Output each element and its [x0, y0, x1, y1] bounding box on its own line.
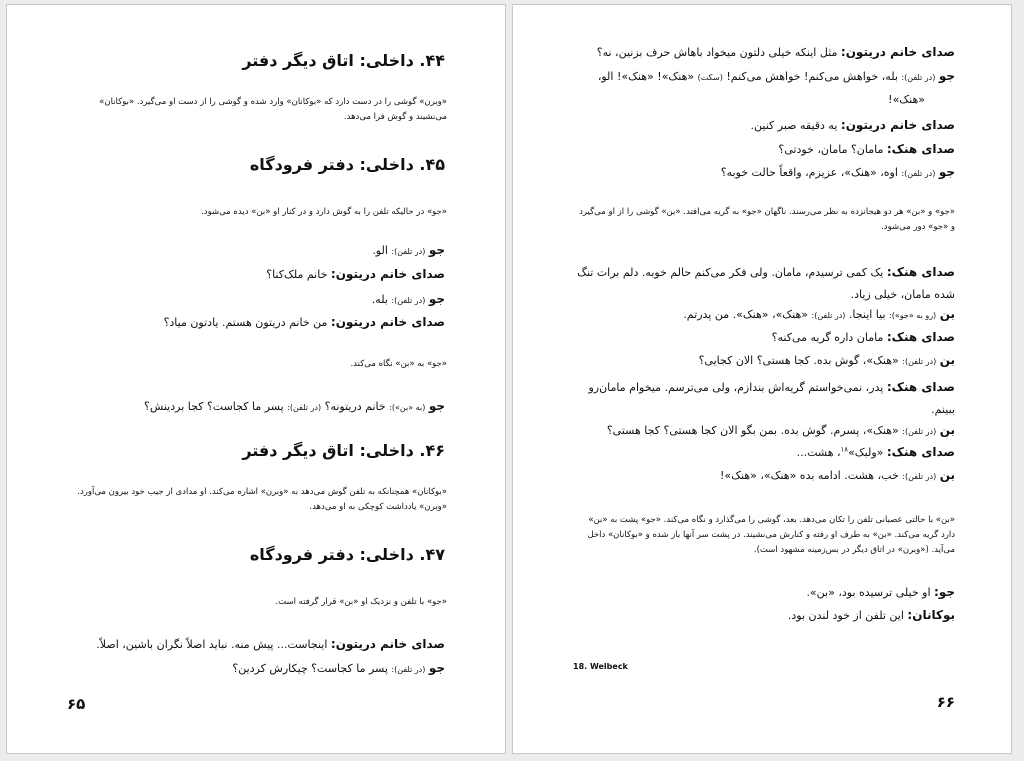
speaker: صدای خانم دریتون:	[840, 118, 955, 132]
parenthetical: (در تلفن):	[391, 247, 426, 256]
line-text: «هنک»، گوش بده. کجا هستی؟ الان کجایی؟	[698, 354, 899, 367]
line-text: مامان؟ مامان، خودتی؟	[778, 143, 884, 156]
parenthetical: (سکت)	[697, 73, 723, 82]
right-page	[512, 4, 1012, 754]
speaker: صدای خانم دریتون:	[330, 637, 445, 651]
speaker: بن	[939, 353, 955, 367]
speaker: صدای هنک:	[886, 142, 955, 156]
parenthetical: (در تلفن):	[901, 169, 936, 178]
dialogue-line-continued: «هنک»!	[888, 93, 925, 106]
scene-heading-47: ۴۷. داخلی: دفتر فرودگاه	[249, 545, 445, 564]
line-text: این تلفن از خود لندن بود.	[787, 609, 904, 622]
line-text: خب، هشت. ادامه بده «هنک»، «هنک»!	[720, 469, 899, 482]
dialogue-line	[720, 468, 955, 482]
speaker: جو	[428, 292, 445, 306]
speaker: صدای هنک:	[886, 380, 955, 394]
line-text: بیا اینجا.	[848, 308, 886, 321]
parenthetical: (به «بن»):	[389, 403, 426, 412]
speaker: صدای هنک:	[886, 265, 955, 279]
parenthetical: (در تلفن):	[901, 73, 936, 82]
footnote-marker: ۱۸	[840, 445, 849, 454]
dialogue-line	[788, 608, 955, 622]
line-text: خانم دریتونه؟	[324, 400, 386, 413]
speaker: جو	[428, 399, 445, 413]
speaker: بن	[939, 468, 955, 482]
dialogue-line	[573, 376, 955, 421]
dialogue-line	[721, 165, 955, 179]
line-text: «ولبک»	[848, 446, 884, 459]
speaker: صدای هنک:	[886, 445, 955, 459]
line-text: ، هشت...	[796, 446, 841, 459]
scene-heading-45: ۴۵. داخلی: دفتر فرودگاه	[249, 155, 445, 174]
stage-direction: «جو» در حالیکه تلفن را به گوش دارد و در کنار او «بن» دیده می‌شود.	[201, 207, 447, 217]
dialogue-line	[372, 243, 445, 257]
left-page	[6, 4, 506, 754]
stage-direction: «جو» به «بن» نگاه می‌کند.	[350, 359, 447, 369]
stage-direction: «بوکانان» همچنانکه به تلفن گوش می‌دهد به «وبرن» اشاره می‌کند. او مدادی از جیب خود بیرون می‌آورد. «وبرن» یادداشت کوچکی به او می‌دهد.	[77, 487, 447, 512]
speaker: جو	[428, 243, 445, 257]
stage-direction: «جو» و «بن» هر دو هیجانزده به نظر می‌رسند. ناگهان «جو» به گریه می‌افتد. «بن» گوشی را از او می‌گیرد و «جو» دور می‌شود.	[579, 207, 955, 232]
parenthetical: (در تلفن):	[902, 357, 937, 366]
dialogue-line	[144, 399, 445, 413]
speaker: صدای هنک:	[886, 330, 955, 344]
line-text: من خانم دریتون هستم. یادتون میاد؟	[163, 316, 328, 329]
parenthetical: (در تلفن):	[902, 427, 937, 436]
dialogue-line	[573, 261, 955, 306]
dialogue-line	[372, 292, 445, 306]
line-text: مثل اینکه خیلی دلتون میخواد باهاش حرف بزنین، نه؟	[596, 46, 838, 59]
dialogue-line	[797, 445, 955, 459]
line-text: پسر ما کجاست؟ چیکارش کردین؟	[232, 662, 388, 675]
parenthetical: (در تلفن):	[391, 296, 426, 305]
line-text: او خیلی ترسیده بود، «بن».	[806, 586, 931, 599]
dialogue-line	[806, 585, 955, 599]
line-text: اینجاست... پیش منه. نباید اصلاً نگران باشین، اصلاً.	[96, 638, 328, 651]
dialogue-line	[597, 45, 955, 59]
stage-direction: «بن» با حالتی عصبانی تلفن را تکان می‌دهد. بعد، گوشی را می‌گذارد و نگاه می‌کند. «جو» پشت به «بن» دارد گریه می‌کند. «بن» به طرف او رفته و کنارش می‌نشیند. در پشت سر آنها باز شده و «بوکانان» داخل می‌آید. («وبرن» در اتاق دیگر در بس‌زمینه مشهود است).	[587, 515, 955, 555]
line-text: «هنک»! «هنک»! الو،	[597, 70, 695, 83]
parenthetical: (رو به «جو»):	[889, 311, 937, 320]
speaker: صدای خانم دریتون:	[330, 315, 445, 329]
scene-heading-46: ۴۶. داخلی: اتاق دیگر دفتر	[242, 441, 445, 460]
line-text: بله.	[371, 293, 388, 306]
line-text: اوه، «هنک»، عزیزم، واقعاً حالت خوبه؟	[720, 166, 898, 179]
speaker: صدای خانم دریتون:	[330, 267, 445, 281]
dialogue-line	[96, 637, 445, 651]
parenthetical: (در تلفن):	[902, 472, 937, 481]
line-text: «هنک»، «هنک». من پدرتم.	[683, 308, 808, 321]
stage-direction: «وبرن» گوشی را در دست دارد که «بوکانان» وارد شده و گوشی را از دست او می‌گیرد. «بوکانان» می‌نشیند و گوش فرا می‌دهد.	[99, 97, 447, 122]
speaker: جو:	[934, 585, 955, 599]
speaker: صدای خانم دریتون:	[840, 45, 955, 59]
dialogue-line	[164, 315, 445, 329]
line-text: «هنک»، پسرم. گوش بده. بمن بگو الان کجا هستی؟ کجا هستی؟	[606, 424, 899, 437]
line-text: الو.	[372, 244, 388, 257]
parenthetical: (در تلفن):	[391, 665, 426, 674]
page-number: ۶۶	[936, 693, 955, 711]
parenthetical: (در تلفن):	[287, 403, 322, 412]
speaker: جو	[428, 661, 445, 675]
parenthetical: (در تلفن):	[811, 311, 846, 320]
dialogue-line	[232, 661, 445, 675]
line-text: یه دقیقه صبر کنین.	[750, 119, 838, 132]
scene-heading-44: ۴۴. داخلی: اتاق دیگر دفتر	[242, 51, 445, 70]
dialogue-line	[266, 267, 445, 281]
speaker: جو	[938, 165, 955, 179]
footnote: 18. Welbeck	[573, 662, 628, 671]
dialogue-line	[607, 423, 955, 437]
line-text: خانم ملک‌کنا؟	[266, 268, 328, 281]
line-text: پدر، نمی‌خواستم گریه‌اش بندازم، ولی می‌ترسم. میخوام مامان‌رو ببینم.	[588, 381, 955, 416]
dialogue-line	[598, 69, 955, 83]
line-text: یک کمی ترسیدم، مامان. ولی فکر می‌کنم حالم خوبه. دلم برات تنگ شده مامان، خیلی زیاد.	[577, 266, 955, 301]
speaker: بوکانان:	[907, 608, 955, 622]
speaker: بن	[939, 423, 955, 437]
dialogue-line	[772, 330, 955, 344]
dialogue-line	[778, 142, 955, 156]
dialogue-line	[699, 353, 955, 367]
stage-direction: «جو» با تلفن و نزدیک او «بن» قرار گرفته است.	[275, 597, 447, 607]
page-number: ۶۵	[67, 695, 86, 713]
line-text: پسر ما کجاست؟ کجا بردینش؟	[144, 400, 284, 413]
line-text: بله، خواهش می‌کنم! خواهش می‌کنم!	[726, 70, 898, 83]
dialogue-line	[751, 118, 955, 132]
speaker: بن	[939, 307, 955, 321]
line-text: مامان داره گریه می‌کنه؟	[771, 331, 884, 344]
dialogue-line	[683, 307, 955, 321]
speaker: جو	[938, 69, 955, 83]
